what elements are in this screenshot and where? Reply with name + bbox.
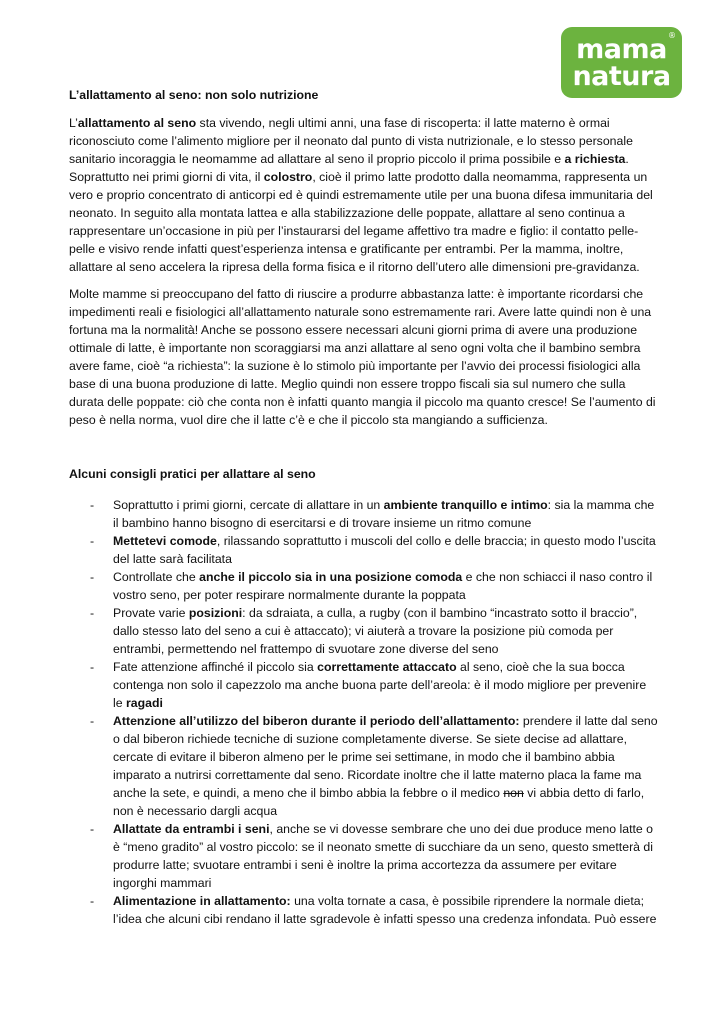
bold-text: Attenzione all’utilizzo del biberon durante il periodo dell’allattamento:: [113, 714, 520, 728]
tip-item: [69, 892, 659, 928]
bold-text: colostro: [263, 170, 313, 184]
bold-text: anche il piccolo sia in una posizione comoda: [199, 570, 463, 584]
tip-item: [69, 820, 659, 892]
struck-text: non: [503, 786, 524, 800]
bold-text: Allattate da entrambi i seni: [113, 822, 270, 836]
text-run: Fate attenzione affinché il piccolo sia: [113, 660, 318, 674]
text-run: vi abbia detto di farlo, non è necessario dargli acqua: [113, 786, 645, 818]
section-heading-tips: Alcuni consigli pratici per allattare al seno: [69, 467, 316, 481]
logo-word-natura: natura: [572, 60, 671, 92]
bold-text: allattamento al seno: [77, 116, 197, 130]
tip-item: [69, 712, 659, 820]
text-run: : da sdraiata, a culla, a rugby (con il bambino “incastrato sotto il braccio”, dallo stesso lato del seno a cui è attaccato); vi aiuterà a trovare la posizione più comoda per entrambi, permettendo nel frattempo di svuotare zone diverse del seno: [113, 606, 638, 656]
text-run: una volta tornate a casa, è possibile riprendere la normale dieta; l’idea che alcuni cibi rendano il latte sgradevole è infatti spesso una credenza infondata. Può essere: [113, 894, 657, 926]
logo-word-mama: mama: [576, 33, 667, 65]
bold-text: a richiesta: [564, 152, 626, 166]
tips-list: [69, 496, 659, 928]
tip-item: [69, 568, 659, 604]
tip-item: [69, 496, 659, 532]
bold-text: ambiente tranquillo e intimo: [383, 498, 548, 512]
text-run: Provate varie: [113, 606, 189, 620]
paragraph-intro: [69, 114, 659, 276]
tip-item: [69, 604, 659, 658]
text-run: Soprattutto i primi giorni, cercate di allattare in un: [113, 498, 384, 512]
text-run: sta vivendo, negli ultimi anni, una fase di riscoperta: il latte materno è ormai riconosciuto come l’alimento migliore per il neonato dal punto di vista nutrizionale, e lo stesso personale sanitario incoraggia le neomamme ad allattare al seno il proprio piccolo il prima possibile e: [69, 116, 633, 166]
text-run: L’: [69, 116, 78, 130]
text-run: . Soprattutto nei primi giorni di vita, il: [69, 152, 629, 184]
bold-text: posizioni: [188, 606, 243, 620]
tip-item: [69, 532, 659, 568]
paragraph-milk-production: [69, 285, 659, 429]
text-run: al seno, cioè che la sua bocca contenga non solo il capezzolo ma anche buona parte dell’areola: è il modo migliore per prevenire le: [113, 660, 647, 710]
text-run: Molte mamme si preoccupano del fatto di riuscire a produrre abbastanza latte: è importante ricordarsi che impedimenti reali e fisiologici all’allattamento naturale sono estremamente rari. Avere latte quindi non è una fortuna ma la normalità! Anche se possono essere necessari alcuni giorni prima di avere una produzione ottimale di latte, è importante non scoraggiarsi ma anzi allattare al seno ogni volta che il bambino sembra avere fame, cioè “a richiesta”: la suzione è lo stimolo più importante per l’avvio dei processi fisiologici alla base di una buona produzione di latte. Meglio quindi non essere troppo fiscali sia sul numero che sulla durata delle poppate: ciò che conta non è infatti quanto mangia il piccolo ma quanto cresce! Se l’aumento di peso è nella norma, vuol dire che il latte c’è e che il piccolo sta mangiando a sufficienza.: [69, 287, 656, 427]
bold-text: ragadi: [126, 696, 163, 710]
bold-text: Mettetevi comode: [113, 534, 217, 548]
text-run: , anche se vi dovesse sembrare che uno dei due produce meno latte o è “meno gradito” al vostro piccolo: se il neonato smette di succhiare da un seno, questo smetterà di produrre latte; svuotare entrambi i seni è inoltre la prima accortezza da assumere per evitare ingorghi mammari: [113, 822, 653, 890]
document-body: [69, 86, 659, 928]
text-run: e che non schiacci il naso contro il vostro seno, per poter respirare normalmente durante la poppata: [113, 570, 653, 602]
document-title: L’allattamento al seno: non solo nutrizione: [69, 88, 319, 102]
text-run: , cioè il primo latte prodotto dalla neomamma, rappresenta un vero e proprio concentrato di anticorpi ed è quindi estremamente utile per una buona difesa immunitaria del neonato. In seguito alla montata lattea e alla stabilizzazione delle poppate, allattare al seno continua a rappresentare un’occasione in più per l’instaurarsi del legame affettivo tra madre e figlio: il contatto pelle-pelle e visivo rende infatti quest’esperienza intensa e gratificante per entrambi. Per la mamma, inoltre, allattare al seno accelera la ripresa della forma fisica e il ritorno dell’utero alle dimensioni pre-gravidanza.: [69, 170, 653, 274]
text-run: , rilassando soprattutto i muscoli del collo e delle braccia; in questo modo l’uscita del latte sarà facilitata: [113, 534, 656, 566]
bold-text: Alimentazione in allattamento:: [113, 894, 291, 908]
text-run: : sia la mamma che il bambino hanno bisogno di esercitarsi e di trovare insieme un ritmo comune: [113, 498, 655, 530]
text-run: Controllate che: [113, 570, 200, 584]
bold-text: correttamente attaccato: [317, 660, 457, 674]
tip-item: [69, 658, 659, 712]
registered-mark: ®: [668, 31, 676, 40]
text-run: prendere il latte dal seno o dal biberon richiede tecniche di suzione completamente diverse. Se siete decise ad allattare, cercate di evitare il biberon almeno per le prime sei settimane, in modo che il bambino abbia imparato a nutrirsi correttamente dal seno. Ricordate inoltre che il latte materno placa la fame ma anche la sete, e quindi, a meno che il bimbo abbia la febbre o il medico: [113, 714, 658, 800]
